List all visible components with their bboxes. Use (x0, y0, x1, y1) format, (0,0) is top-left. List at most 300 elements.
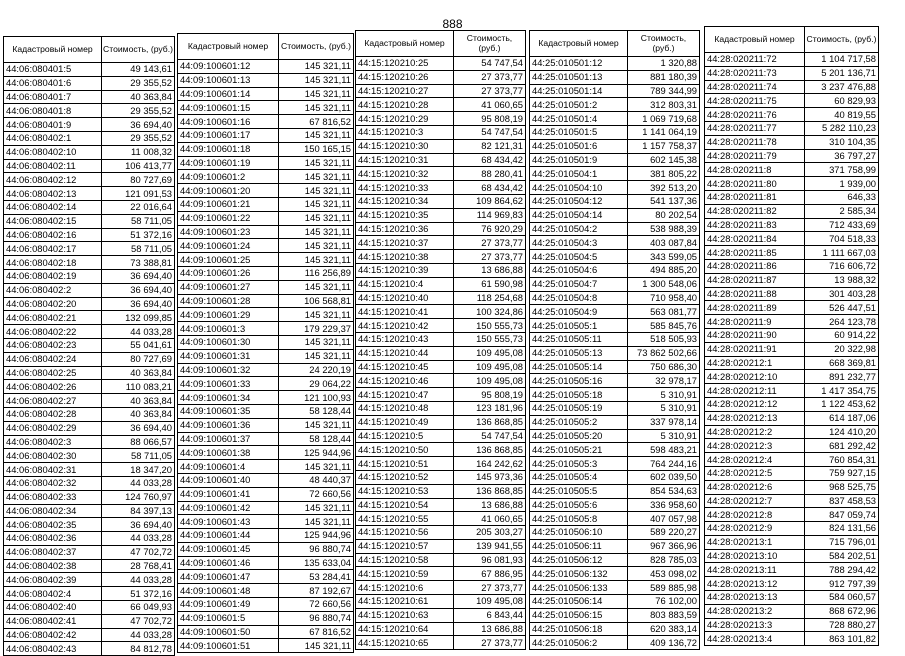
cadastral-number: 44:06:080401:9 (4, 118, 102, 132)
table-row (705, 632, 879, 646)
cadastral-number: 44:06:080401:7 (4, 90, 102, 104)
table-row (530, 636, 700, 650)
cadastral-number: 44:25:010504:7 (530, 277, 628, 291)
cadastral-number: 44:15:120210:4 (356, 277, 454, 291)
table-row (178, 570, 354, 584)
cost-value: 95 808,19 (454, 388, 526, 402)
column-header-cadastral: Кадастровый номер (530, 31, 628, 57)
cost-value: 36 694,40 (102, 118, 175, 132)
table-row (178, 391, 354, 405)
table-row (4, 352, 175, 366)
table-row (530, 332, 700, 346)
table-row (178, 446, 354, 460)
cost-value: 847 059,74 (805, 508, 879, 522)
cadastral-number: 44:15:120210:25 (356, 57, 454, 71)
cadastral-number: 44:09:100601:20 (178, 184, 279, 198)
cadastral-number: 44:06:080402:34 (4, 504, 102, 518)
table-row (178, 280, 354, 294)
cadastral-number: 44:15:120210:57 (356, 539, 454, 553)
table-row (178, 611, 354, 625)
cadastral-number: 44:06:080402:42 (4, 628, 102, 642)
table-row (356, 429, 526, 443)
table-row (178, 239, 354, 253)
cost-value: 124 760,97 (102, 490, 175, 504)
cadastral-number: 44:15:120210:32 (356, 167, 454, 181)
cost-value: 11 008,32 (102, 145, 175, 159)
cost-value: 712 433,69 (805, 218, 879, 232)
cost-value: 32 978,17 (628, 374, 700, 388)
table-row (356, 222, 526, 236)
cost-value: 301 403,28 (805, 287, 879, 301)
cost-value: 788 294,42 (805, 563, 879, 577)
table-row (178, 142, 354, 156)
cost-value: 27 373,77 (454, 581, 526, 595)
cost-value: 264 123,78 (805, 315, 879, 329)
cost-value: 150 555,73 (454, 332, 526, 346)
cost-value: 88 280,41 (454, 167, 526, 181)
cadastral-number: 44:28:020213:10 (705, 549, 805, 563)
cadastral-number: 44:15:120210:27 (356, 84, 454, 98)
table-row (530, 236, 700, 250)
table-row (4, 145, 175, 159)
cost-value: 36 797,27 (805, 149, 879, 163)
cost-value: 205 303,27 (454, 526, 526, 540)
cadastral-number: 44:06:080402:29 (4, 421, 102, 435)
cost-value: 36 694,40 (102, 297, 175, 311)
cost-value: 41 060,65 (454, 98, 526, 112)
cost-value: 585 845,76 (628, 319, 700, 333)
table-row (530, 415, 700, 429)
cost-value: 96 880,74 (279, 542, 354, 556)
table-row (530, 319, 700, 333)
cost-value: 40 363,84 (102, 366, 175, 380)
table-row (356, 457, 526, 471)
table-row (530, 526, 700, 540)
table-row (705, 218, 879, 232)
cost-value: 76 920,29 (454, 222, 526, 236)
cadastral-number: 44:15:120210:31 (356, 153, 454, 167)
cost-value: 310 104,35 (805, 135, 879, 149)
cost-value: 55 041,61 (102, 338, 175, 352)
cost-value: 51 372,16 (102, 587, 175, 601)
cadastral-number: 44:06:080402:22 (4, 325, 102, 339)
table-row (356, 608, 526, 622)
cadastral-number: 44:28:020212:6 (705, 480, 805, 494)
table-row (705, 259, 879, 273)
table-row (356, 360, 526, 374)
table-row (178, 418, 354, 432)
table-row (356, 539, 526, 553)
table-row (530, 277, 700, 291)
table-row (356, 346, 526, 360)
table-row (4, 131, 175, 145)
table-row (4, 642, 175, 656)
cadastral-number: 44:28:020211:72 (705, 53, 805, 67)
cost-value: 68 434,42 (454, 153, 526, 167)
table-row (178, 60, 354, 74)
cadastral-number: 44:15:120210:30 (356, 139, 454, 153)
table-header (178, 34, 354, 60)
cost-value: 145 321,11 (279, 73, 354, 87)
cost-value: 764 244,16 (628, 457, 700, 471)
cadastral-number: 44:28:020211:90 (705, 328, 805, 342)
cadastral-number: 44:25:010505:2 (530, 415, 628, 429)
table-row (530, 567, 700, 581)
table-row (4, 173, 175, 187)
cost-value: 381 805,22 (628, 167, 700, 181)
cost-value: 789 344,99 (628, 84, 700, 98)
cadastral-number: 44:09:100601:47 (178, 570, 279, 584)
table-row (356, 291, 526, 305)
cost-value: 837 458,53 (805, 494, 879, 508)
column-header-cost: Стоимость, (руб.) (805, 27, 879, 53)
cost-value: 803 883,59 (628, 608, 700, 622)
cost-value: 110 083,21 (102, 380, 175, 394)
cost-value: 44 033,28 (102, 628, 175, 642)
cost-value: 58 711,05 (102, 242, 175, 256)
table-row (530, 429, 700, 443)
table-row (530, 139, 700, 153)
table-row (178, 156, 354, 170)
cost-value: 125 944,96 (279, 529, 354, 543)
table-row (705, 563, 879, 577)
cost-value: 73 862 502,66 (628, 346, 700, 360)
table-row (4, 587, 175, 601)
cost-value: 715 796,01 (805, 535, 879, 549)
cadastral-number: 44:15:120210:29 (356, 112, 454, 126)
table-row (705, 149, 879, 163)
table-row (178, 266, 354, 280)
cost-value: 13 988,32 (805, 273, 879, 287)
cadastral-number: 44:25:010504:12 (530, 194, 628, 208)
table-row (178, 501, 354, 515)
cost-value: 968 525,75 (805, 480, 879, 494)
cost-value: 116 256,89 (279, 266, 354, 280)
table-row (178, 542, 354, 556)
table-row (530, 181, 700, 195)
cadastral-number: 44:25:010504:6 (530, 263, 628, 277)
cost-value: 27 373,77 (454, 636, 526, 650)
cadastral-number: 44:06:080402:21 (4, 311, 102, 325)
cadastral-number: 44:09:100601:26 (178, 266, 279, 280)
cost-value: 716 606,72 (805, 259, 879, 273)
cadastral-number: 44:15:120210:54 (356, 498, 454, 512)
cadastral-number: 44:25:010501:6 (530, 139, 628, 153)
cadastral-number: 44:09:100601:38 (178, 446, 279, 460)
table-row (705, 287, 879, 301)
cadastral-number: 44:25:010506:18 (530, 622, 628, 636)
cost-value: 409 136,72 (628, 636, 700, 650)
table-row (530, 553, 700, 567)
column-header-cadastral: Кадастровый номер (4, 37, 102, 63)
table-row (356, 388, 526, 402)
cost-table-1 (3, 36, 175, 656)
cadastral-number: 44:15:120210:37 (356, 236, 454, 250)
table-row (4, 63, 175, 77)
table-row (705, 549, 879, 563)
cost-value: 40 819,55 (805, 108, 879, 122)
cadastral-number: 44:28:020211:76 (705, 108, 805, 122)
cadastral-number: 44:15:120210:28 (356, 98, 454, 112)
cadastral-number: 44:06:080402:17 (4, 242, 102, 256)
cadastral-number: 44:28:020212:4 (705, 453, 805, 467)
cadastral-number: 44:15:120210:49 (356, 415, 454, 429)
table-row (705, 466, 879, 480)
cost-value: 710 958,40 (628, 291, 700, 305)
cadastral-number: 44:28:020211:88 (705, 287, 805, 301)
column-header-cost: Стоимость, (руб.) (454, 31, 526, 57)
table-row (178, 335, 354, 349)
table-row (356, 415, 526, 429)
column-header-cost: Стоимость, (руб.) (628, 31, 700, 57)
cadastral-number: 44:28:020212:8 (705, 508, 805, 522)
cost-value: 5 282 110,23 (805, 121, 879, 135)
cadastral-number: 44:28:020211:87 (705, 273, 805, 287)
cadastral-number: 44:28:020211:86 (705, 259, 805, 273)
table-row (705, 190, 879, 204)
cost-value: 526 447,51 (805, 301, 879, 315)
cadastral-number: 44:25:010505:21 (530, 443, 628, 457)
cadastral-number: 44:28:020212:2 (705, 425, 805, 439)
table-row (705, 177, 879, 191)
cost-value: 5 310,91 (628, 401, 700, 415)
table-row (178, 432, 354, 446)
table-row (4, 228, 175, 242)
cadastral-number: 44:09:100601:23 (178, 225, 279, 239)
cost-value: 681 292,42 (805, 439, 879, 453)
table-row (4, 200, 175, 214)
table-row (530, 70, 700, 84)
cost-value: 48 440,37 (279, 473, 354, 487)
cadastral-number: 44:25:010504:9 (530, 305, 628, 319)
table-row (4, 283, 175, 297)
cost-value: 145 321,11 (279, 101, 354, 115)
cadastral-number: 44:28:020213:11 (705, 563, 805, 577)
cadastral-number: 44:06:080402:2 (4, 283, 102, 297)
cadastral-number: 44:09:100601:4 (178, 460, 279, 474)
cadastral-number: 44:25:010504:3 (530, 236, 628, 250)
column-header-cadastral: Кадастровый номер (705, 27, 805, 53)
table-row (530, 608, 700, 622)
cost-value: 145 321,11 (279, 170, 354, 184)
cost-value: 1 939,00 (805, 177, 879, 191)
table-row (178, 625, 354, 639)
table-row (705, 66, 879, 80)
cost-value: 44 033,28 (102, 573, 175, 587)
cost-value: 40 363,84 (102, 407, 175, 421)
table-row (705, 121, 879, 135)
table-row (4, 435, 175, 449)
cost-value: 337 978,14 (628, 415, 700, 429)
cadastral-number: 44:06:080402:23 (4, 338, 102, 352)
cost-value: 27 373,77 (454, 84, 526, 98)
cost-value: 136 868,85 (454, 484, 526, 498)
table-row (178, 115, 354, 129)
cost-value: 109 495,08 (454, 360, 526, 374)
table-row (178, 170, 354, 184)
table-row (356, 263, 526, 277)
table-row (4, 559, 175, 573)
table-row (705, 370, 879, 384)
cadastral-number: 44:09:100601:45 (178, 542, 279, 556)
cost-value: 44 033,28 (102, 476, 175, 490)
cadastral-number: 44:06:080402:38 (4, 559, 102, 573)
table-row (356, 595, 526, 609)
cost-value: 84 397,13 (102, 504, 175, 518)
cost-value: 145 321,11 (279, 639, 354, 653)
cadastral-number: 44:06:080402:11 (4, 159, 102, 173)
table-row (356, 498, 526, 512)
table-row (530, 457, 700, 471)
table-row (530, 250, 700, 264)
table-row (178, 253, 354, 267)
table-row (356, 236, 526, 250)
table-row (705, 328, 879, 342)
table-row (356, 181, 526, 195)
cadastral-number: 44:28:020213:2 (705, 604, 805, 618)
table-row (4, 421, 175, 435)
table-row (178, 473, 354, 487)
cost-value: 29 064,22 (279, 377, 354, 391)
cadastral-number: 44:09:100601:46 (178, 556, 279, 570)
table-row (705, 397, 879, 411)
cost-value: 145 321,11 (279, 211, 354, 225)
cadastral-number: 44:09:100601:44 (178, 529, 279, 543)
cadastral-number: 44:06:080402:31 (4, 463, 102, 477)
cost-value: 646,33 (805, 190, 879, 204)
cost-value: 145 321,11 (279, 460, 354, 474)
cost-value: 61 590,98 (454, 277, 526, 291)
cost-value: 125 944,96 (279, 446, 354, 460)
cost-value: 145 321,11 (279, 87, 354, 101)
cadastral-number: 44:15:120210:34 (356, 194, 454, 208)
cost-value: 759 927,15 (805, 466, 879, 480)
cost-value: 44 033,28 (102, 325, 175, 339)
cost-value: 1 157 758,37 (628, 139, 700, 153)
cost-value: 602 039,50 (628, 470, 700, 484)
cadastral-number: 44:25:010505:16 (530, 374, 628, 388)
cadastral-number: 44:15:120210:43 (356, 332, 454, 346)
table-row (705, 163, 879, 177)
cadastral-number: 44:28:020212:7 (705, 494, 805, 508)
cadastral-number: 44:09:100601:15 (178, 101, 279, 115)
table-row (356, 526, 526, 540)
cadastral-number: 44:15:120210:6 (356, 581, 454, 595)
cadastral-number: 44:15:120210:55 (356, 512, 454, 526)
cadastral-number: 44:09:100601:33 (178, 377, 279, 391)
table-row (705, 480, 879, 494)
table-row (4, 118, 175, 132)
cadastral-number: 44:09:100601:40 (178, 473, 279, 487)
cadastral-number: 44:15:120210:58 (356, 553, 454, 567)
cost-value: 24 220,19 (279, 363, 354, 377)
table-header (4, 37, 175, 63)
table-row (356, 98, 526, 112)
table-row (705, 301, 879, 315)
cadastral-number: 44:09:100601:22 (178, 211, 279, 225)
cost-value: 614 187,06 (805, 411, 879, 425)
cost-value: 392 513,20 (628, 181, 700, 195)
cost-value: 135 633,04 (279, 556, 354, 570)
cadastral-number: 44:25:010505:4 (530, 470, 628, 484)
table-row (530, 291, 700, 305)
cadastral-number: 44:28:020211:8 (705, 163, 805, 177)
table-row (178, 87, 354, 101)
table-row (356, 57, 526, 71)
cost-value: 72 660,56 (279, 598, 354, 612)
cost-table-4 (529, 30, 700, 650)
cadastral-number: 44:06:080402:35 (4, 518, 102, 532)
table-row (356, 167, 526, 181)
cost-value: 868 672,96 (805, 604, 879, 618)
table-row (705, 591, 879, 605)
table-row (178, 73, 354, 87)
table-row (356, 553, 526, 567)
cadastral-number: 44:06:080401:5 (4, 63, 102, 77)
cost-value: 72 660,56 (279, 487, 354, 501)
table-row (705, 94, 879, 108)
cost-value: 967 366,96 (628, 539, 700, 553)
cadastral-number: 44:06:080402:12 (4, 173, 102, 187)
cadastral-number: 44:06:080402:43 (4, 642, 102, 656)
table-row (530, 57, 700, 71)
table-row (705, 384, 879, 398)
cost-value: 67 886,95 (454, 567, 526, 581)
cost-value: 145 321,11 (279, 349, 354, 363)
cost-value: 145 321,11 (279, 128, 354, 142)
table-row (4, 449, 175, 463)
table-row (705, 522, 879, 536)
cadastral-number: 44:06:080402:3 (4, 435, 102, 449)
cost-value: 145 321,11 (279, 156, 354, 170)
cadastral-number: 44:09:100601:32 (178, 363, 279, 377)
table-row (4, 614, 175, 628)
cadastral-number: 44:28:020211:9 (705, 315, 805, 329)
cadastral-number: 44:25:010501:2 (530, 98, 628, 112)
cadastral-number: 44:09:100601:49 (178, 598, 279, 612)
cadastral-number: 44:25:010501:12 (530, 57, 628, 71)
cost-value: 76 102,00 (628, 595, 700, 609)
cadastral-number: 44:06:080402:33 (4, 490, 102, 504)
cadastral-number: 44:09:100601:28 (178, 294, 279, 308)
cadastral-number: 44:28:020211:75 (705, 94, 805, 108)
cadastral-number: 44:25:010505:3 (530, 457, 628, 471)
table-row (530, 360, 700, 374)
table-row (356, 250, 526, 264)
table-row (356, 112, 526, 126)
table-row (356, 153, 526, 167)
cost-value: 1 104 717,58 (805, 53, 879, 67)
table-row (705, 535, 879, 549)
table-row (705, 315, 879, 329)
table-row (178, 556, 354, 570)
table-row (356, 374, 526, 388)
cadastral-number: 44:09:100601:14 (178, 87, 279, 101)
cadastral-number: 44:09:100601:16 (178, 115, 279, 129)
cadastral-number: 44:09:100601:36 (178, 418, 279, 432)
cost-value: 145 321,11 (279, 280, 354, 294)
cadastral-number: 44:25:010505:13 (530, 346, 628, 360)
cadastral-number: 44:28:020212:10 (705, 370, 805, 384)
cost-value: 750 686,30 (628, 360, 700, 374)
cost-value: 121 100,93 (279, 391, 354, 405)
table-row (705, 273, 879, 287)
table-row (530, 443, 700, 457)
cost-value: 668 369,81 (805, 356, 879, 370)
table-row (356, 567, 526, 581)
cadastral-number: 44:09:100601:31 (178, 349, 279, 363)
cadastral-number: 44:25:010505:6 (530, 498, 628, 512)
